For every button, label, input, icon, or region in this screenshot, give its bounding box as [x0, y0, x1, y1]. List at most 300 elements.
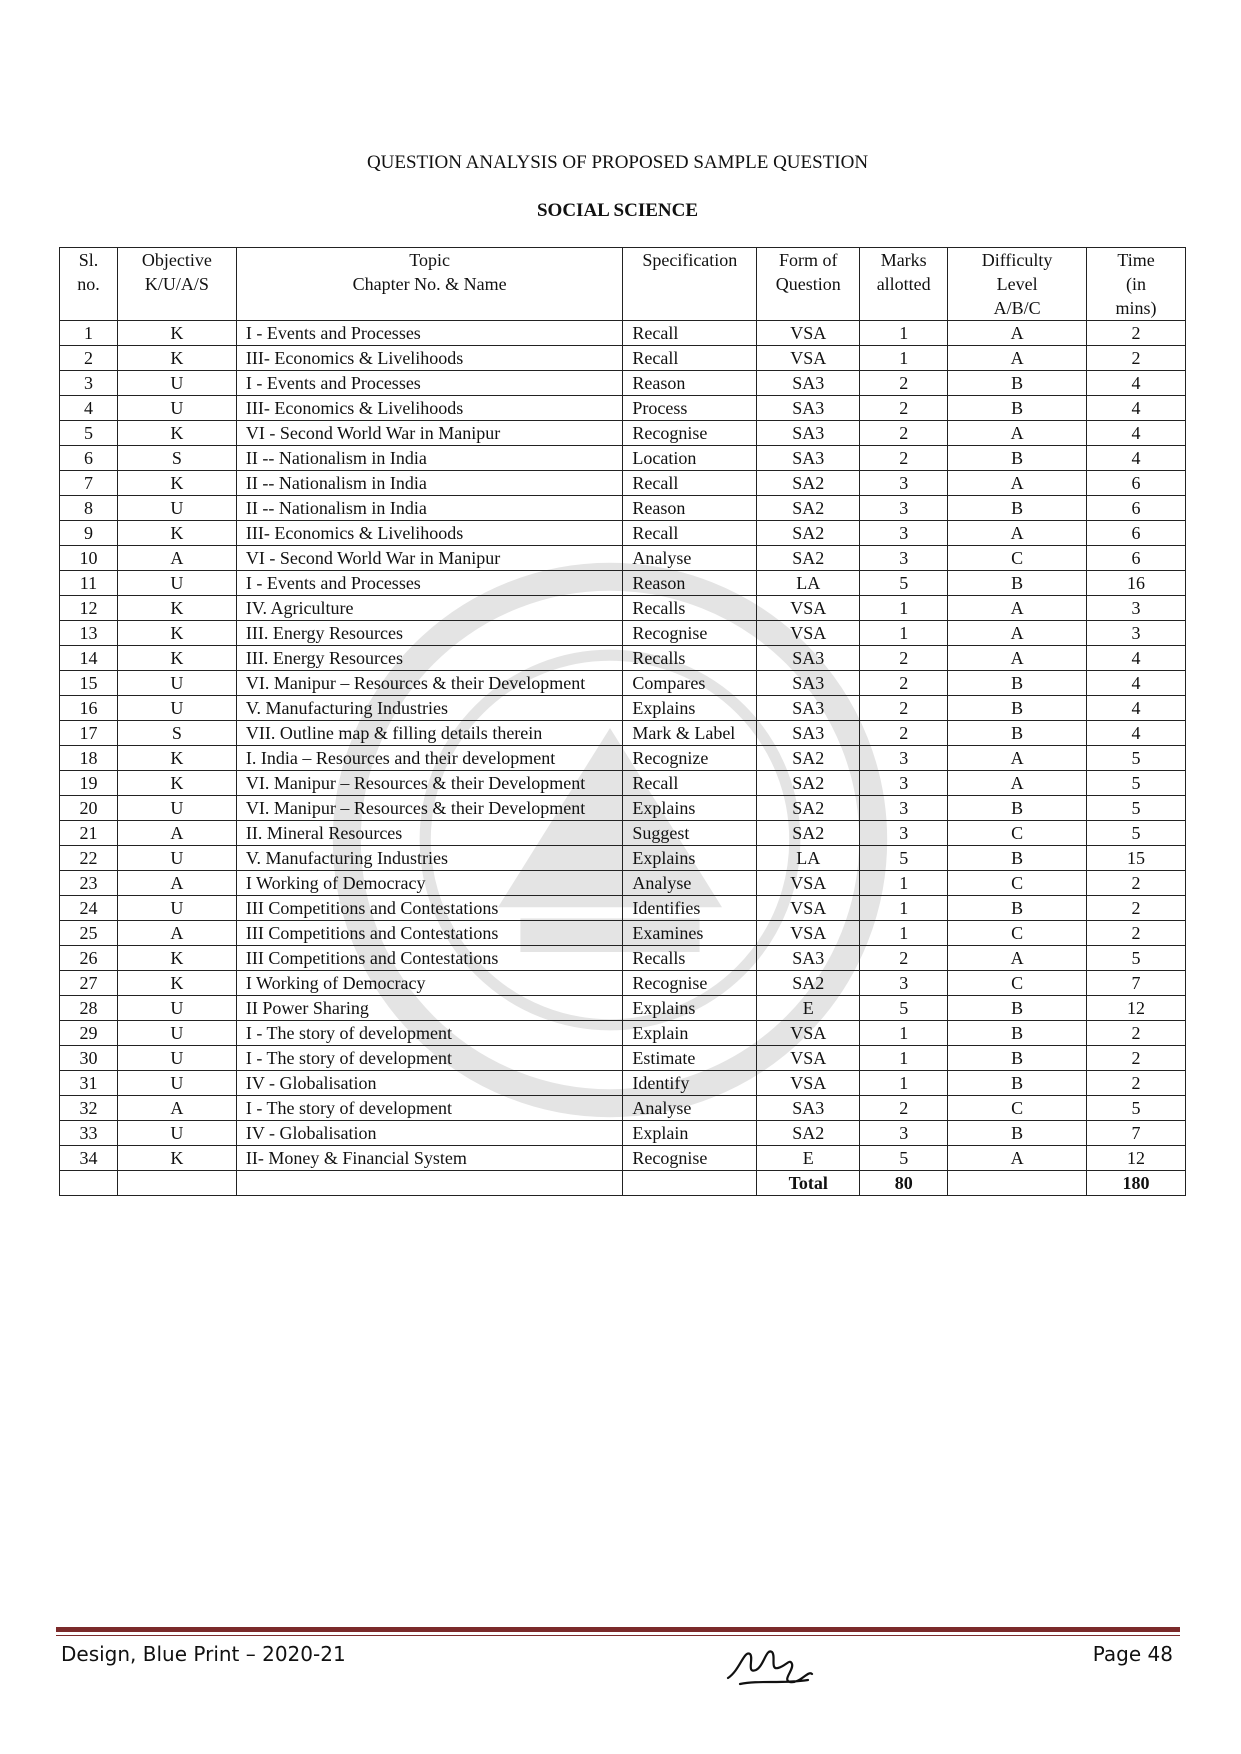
- cell-specification: Recalls: [623, 596, 757, 621]
- cell-topic: II -- Nationalism in India: [236, 471, 622, 496]
- cell-difficulty: C: [948, 921, 1087, 946]
- cell-marks: 1: [860, 871, 948, 896]
- cell-time: 5: [1087, 946, 1186, 971]
- cell-sl: 26: [60, 946, 118, 971]
- cell-sl: 4: [60, 396, 118, 421]
- cell-difficulty: B: [948, 1121, 1087, 1146]
- cell-form: SA3: [757, 446, 860, 471]
- cell-marks: 5: [860, 996, 948, 1021]
- cell-time: 7: [1087, 1121, 1186, 1146]
- cell-specification: Compares: [623, 671, 757, 696]
- cell-topic: III- Economics & Livelihoods: [236, 346, 622, 371]
- cell-specification: Recognise: [623, 1146, 757, 1171]
- cell-form: VSA: [757, 896, 860, 921]
- cell-topic: VI - Second World War in Manipur: [236, 546, 622, 571]
- cell-form: SA2: [757, 546, 860, 571]
- cell-specification: Location: [623, 446, 757, 471]
- cell-form: SA2: [757, 521, 860, 546]
- cell-specification: Recalls: [623, 646, 757, 671]
- cell-specification: Explains: [623, 796, 757, 821]
- cell-time: 4: [1087, 671, 1186, 696]
- cell-sl: 15: [60, 671, 118, 696]
- cell-form: VSA: [757, 621, 860, 646]
- cell-topic: IV - Globalisation: [236, 1121, 622, 1146]
- cell-marks: 2: [860, 721, 948, 746]
- cell-topic: II -- Nationalism in India: [236, 446, 622, 471]
- cell-difficulty: A: [948, 596, 1087, 621]
- cell-time: 4: [1087, 421, 1186, 446]
- table-row: [60, 546, 1186, 571]
- header-topic: Topic Chapter No. & Name: [236, 248, 622, 321]
- cell-form: SA3: [757, 946, 860, 971]
- cell-time: 4: [1087, 396, 1186, 421]
- cell-time: 6: [1087, 471, 1186, 496]
- cell-time: 6: [1087, 546, 1186, 571]
- cell-difficulty: B: [948, 796, 1087, 821]
- table-header-row: [60, 248, 1186, 321]
- cell-topic: VII. Outline map & filling details therein: [236, 721, 622, 746]
- cell-sl: 29: [60, 1021, 118, 1046]
- table-row: [60, 521, 1186, 546]
- cell-time: 2: [1087, 896, 1186, 921]
- cell-difficulty: B: [948, 721, 1087, 746]
- cell-objective: K: [117, 521, 236, 546]
- cell-sl: 1: [60, 321, 118, 346]
- cell-objective: A: [117, 871, 236, 896]
- cell-sl: 10: [60, 546, 118, 571]
- cell-specification: Recalls: [623, 946, 757, 971]
- cell-topic: I - Events and Processes: [236, 371, 622, 396]
- cell-objective: K: [117, 596, 236, 621]
- cell-objective: K: [117, 1146, 236, 1171]
- footer-rule: [56, 1627, 1180, 1632]
- cell-topic: II- Money & Financial System: [236, 1146, 622, 1171]
- table-row: [60, 921, 1186, 946]
- cell-form: E: [757, 996, 860, 1021]
- cell-sl: 5: [60, 421, 118, 446]
- cell-specification: Process: [623, 396, 757, 421]
- cell-marks: 2: [860, 671, 948, 696]
- cell-sl: 11: [60, 571, 118, 596]
- cell-marks: 3: [860, 496, 948, 521]
- cell-specification: Identify: [623, 1071, 757, 1096]
- cell-marks: 1: [860, 896, 948, 921]
- header-difficulty: Difficulty Level A/B/C: [948, 248, 1087, 321]
- cell-form: SA2: [757, 1121, 860, 1146]
- cell-difficulty: B: [948, 696, 1087, 721]
- cell-sl: 24: [60, 896, 118, 921]
- cell-marks: 2: [860, 946, 948, 971]
- cell-objective: A: [117, 821, 236, 846]
- cell-sl: 13: [60, 621, 118, 646]
- cell-sl: 23: [60, 871, 118, 896]
- cell-specification: Estimate: [623, 1046, 757, 1071]
- cell-objective: U: [117, 671, 236, 696]
- cell-objective: A: [117, 546, 236, 571]
- cell-specification: Explains: [623, 696, 757, 721]
- cell-marks: 3: [860, 796, 948, 821]
- cell-form: E: [757, 1146, 860, 1171]
- table-row: [60, 696, 1186, 721]
- cell-objective: K: [117, 946, 236, 971]
- total-row: [60, 1171, 1186, 1196]
- cell-specification: Explain: [623, 1021, 757, 1046]
- subject-heading: SOCIAL SCIENCE: [536, 200, 699, 221]
- cell-topic: I - Events and Processes: [236, 321, 622, 346]
- footer-rule-thin: [56, 1635, 1180, 1636]
- cell-marks: 3: [860, 771, 948, 796]
- table-row: [60, 446, 1186, 471]
- cell-form: LA: [757, 571, 860, 596]
- cell-objective: K: [117, 746, 236, 771]
- cell-difficulty: B: [948, 896, 1087, 921]
- page-number: Page 48: [1092, 1642, 1173, 1666]
- cell-time: 4: [1087, 371, 1186, 396]
- cell-time: 2: [1087, 871, 1186, 896]
- cell-difficulty: A: [948, 1146, 1087, 1171]
- cell-specification: Recall: [623, 771, 757, 796]
- cell-form: VSA: [757, 596, 860, 621]
- cell-topic: VI. Manipur – Resources & their Development: [236, 671, 622, 696]
- cell-objective: U: [117, 696, 236, 721]
- cell-time: 2: [1087, 921, 1186, 946]
- cell-topic: I - Events and Processes: [236, 571, 622, 596]
- table-row: [60, 971, 1186, 996]
- cell-difficulty: C: [948, 821, 1087, 846]
- header-marks: Marks allotted: [860, 248, 948, 321]
- cell-form: SA3: [757, 421, 860, 446]
- cell-specification: Reason: [623, 371, 757, 396]
- cell-time: 12: [1087, 1146, 1186, 1171]
- cell-objective: U: [117, 1121, 236, 1146]
- cell-topic: VI. Manipur – Resources & their Development: [236, 771, 622, 796]
- cell-objective: S: [117, 446, 236, 471]
- cell-specification: Recall: [623, 521, 757, 546]
- table-row: [60, 421, 1186, 446]
- cell-form: SA2: [757, 496, 860, 521]
- cell-objective: K: [117, 346, 236, 371]
- cell-difficulty: C: [948, 546, 1087, 571]
- cell-marks: 1: [860, 596, 948, 621]
- table-row: [60, 771, 1186, 796]
- cell-difficulty: A: [948, 646, 1087, 671]
- cell-sl: 14: [60, 646, 118, 671]
- table-row: [60, 1096, 1186, 1121]
- cell-specification: Recall: [623, 471, 757, 496]
- cell-form: SA3: [757, 696, 860, 721]
- cell-form: SA3: [757, 721, 860, 746]
- cell-objective: U: [117, 796, 236, 821]
- table-row: [60, 846, 1186, 871]
- cell-specification: Explains: [623, 996, 757, 1021]
- cell-topic: I Working of Democracy: [236, 971, 622, 996]
- cell-marks: 2: [860, 446, 948, 471]
- header-form: Form of Question: [757, 248, 860, 321]
- cell-time: 4: [1087, 721, 1186, 746]
- cell-objective: U: [117, 371, 236, 396]
- cell-specification: Analyse: [623, 871, 757, 896]
- cell-difficulty: B: [948, 396, 1087, 421]
- cell-specification: Explains: [623, 846, 757, 871]
- table-row: [60, 396, 1186, 421]
- page-title: QUESTION ANALYSIS OF PROPOSED SAMPLE QUESTION: [366, 152, 869, 173]
- cell-sl: 33: [60, 1121, 118, 1146]
- cell-difficulty: B: [948, 371, 1087, 396]
- cell-topic: V. Manufacturing Industries: [236, 846, 622, 871]
- table-row: [60, 471, 1186, 496]
- cell-marks: 5: [860, 1146, 948, 1171]
- table-row: [60, 1071, 1186, 1096]
- cell-marks: 3: [860, 971, 948, 996]
- cell-form: VSA: [757, 1021, 860, 1046]
- cell-objective: U: [117, 496, 236, 521]
- cell-difficulty: A: [948, 321, 1087, 346]
- table-row: [60, 1146, 1186, 1171]
- cell-objective: K: [117, 321, 236, 346]
- cell-difficulty: B: [948, 571, 1087, 596]
- cell-topic: III. Energy Resources: [236, 621, 622, 646]
- cell-difficulty: C: [948, 971, 1087, 996]
- cell-specification: Analyse: [623, 546, 757, 571]
- cell-time: 2: [1087, 1046, 1186, 1071]
- cell-specification: Examines: [623, 921, 757, 946]
- cell-sl: 25: [60, 921, 118, 946]
- cell-sl: 28: [60, 996, 118, 1021]
- cell-marks: 1: [860, 321, 948, 346]
- cell-marks: 2: [860, 371, 948, 396]
- header-objective: Objective K/U/A/S: [117, 248, 236, 321]
- cell-objective: K: [117, 471, 236, 496]
- cell-specification: Recognise: [623, 621, 757, 646]
- table-row: [60, 996, 1186, 1021]
- footer-document-title: Design, Blue Print – 2020-21: [61, 1642, 346, 1666]
- cell-time: 2: [1087, 321, 1186, 346]
- cell-topic: III Competitions and Contestations: [236, 921, 622, 946]
- cell-sl: 32: [60, 1096, 118, 1121]
- table-row: [60, 371, 1186, 396]
- cell-objective: U: [117, 996, 236, 1021]
- cell-sl: 27: [60, 971, 118, 996]
- cell-difficulty: B: [948, 996, 1087, 1021]
- cell-time: 2: [1087, 1071, 1186, 1096]
- cell-marks: 2: [860, 396, 948, 421]
- cell-objective: U: [117, 396, 236, 421]
- table-row: [60, 571, 1186, 596]
- cell-topic: I - The story of development: [236, 1021, 622, 1046]
- cell-time: 5: [1087, 821, 1186, 846]
- cell-marks: 3: [860, 471, 948, 496]
- cell-sl: 16: [60, 696, 118, 721]
- cell-difficulty: A: [948, 521, 1087, 546]
- cell-difficulty: B: [948, 1071, 1087, 1096]
- cell-time: 2: [1087, 346, 1186, 371]
- cell-objective: K: [117, 971, 236, 996]
- cell-sl: 8: [60, 496, 118, 521]
- cell-specification: Explain: [623, 1121, 757, 1146]
- table-row: [60, 321, 1186, 346]
- cell-marks: 5: [860, 571, 948, 596]
- table-row: [60, 621, 1186, 646]
- cell-marks: 1: [860, 621, 948, 646]
- cell-difficulty: A: [948, 471, 1087, 496]
- cell-difficulty: A: [948, 346, 1087, 371]
- cell-sl: 22: [60, 846, 118, 871]
- cell-difficulty: B: [948, 1046, 1087, 1071]
- cell-topic: III Competitions and Contestations: [236, 896, 622, 921]
- cell-sl: 34: [60, 1146, 118, 1171]
- cell-time: 6: [1087, 521, 1186, 546]
- table-row: [60, 721, 1186, 746]
- cell-topic: III- Economics & Livelihoods: [236, 521, 622, 546]
- cell-objective: U: [117, 1071, 236, 1096]
- cell-topic: V. Manufacturing Industries: [236, 696, 622, 721]
- table-row: [60, 1021, 1186, 1046]
- cell-time: 5: [1087, 1096, 1186, 1121]
- cell-topic: VI - Second World War in Manipur: [236, 421, 622, 446]
- cell-difficulty: C: [948, 871, 1087, 896]
- cell-objective: A: [117, 1096, 236, 1121]
- cell-topic: II Power Sharing: [236, 996, 622, 1021]
- cell-form: SA3: [757, 371, 860, 396]
- cell-sl: 9: [60, 521, 118, 546]
- cell-difficulty: B: [948, 671, 1087, 696]
- cell-objective: K: [117, 421, 236, 446]
- cell-time: 6: [1087, 496, 1186, 521]
- signature-icon: [720, 1640, 820, 1692]
- cell-form: SA3: [757, 671, 860, 696]
- cell-difficulty: C: [948, 1096, 1087, 1121]
- cell-specification: Reason: [623, 571, 757, 596]
- table-row: [60, 1121, 1186, 1146]
- table-row: [60, 496, 1186, 521]
- cell-marks: 3: [860, 521, 948, 546]
- table-row: [60, 1046, 1186, 1071]
- cell-form: LA: [757, 846, 860, 871]
- cell-topic: I Working of Democracy: [236, 871, 622, 896]
- cell-objective: U: [117, 846, 236, 871]
- cell-specification: Mark & Label: [623, 721, 757, 746]
- header-sl: Sl. no.: [60, 248, 118, 321]
- cell-marks: 2: [860, 696, 948, 721]
- cell-form: SA2: [757, 471, 860, 496]
- cell-time: 4: [1087, 696, 1186, 721]
- cell-difficulty: A: [948, 946, 1087, 971]
- cell-form: SA2: [757, 746, 860, 771]
- cell-time: 12: [1087, 996, 1186, 1021]
- cell-form: SA3: [757, 646, 860, 671]
- cell-marks: 3: [860, 546, 948, 571]
- cell-time: 3: [1087, 621, 1186, 646]
- cell-difficulty: A: [948, 746, 1087, 771]
- table-row: [60, 871, 1186, 896]
- cell-form: SA2: [757, 771, 860, 796]
- cell-sl: 21: [60, 821, 118, 846]
- cell-sl: 31: [60, 1071, 118, 1096]
- cell-specification: Recognize: [623, 746, 757, 771]
- cell-topic: II -- Nationalism in India: [236, 496, 622, 521]
- cell-objective: U: [117, 1046, 236, 1071]
- cell-time: 5: [1087, 771, 1186, 796]
- cell-sl: 6: [60, 446, 118, 471]
- cell-difficulty: B: [948, 1021, 1087, 1046]
- table-body: [60, 321, 1186, 1171]
- table-row: [60, 646, 1186, 671]
- cell-form: VSA: [757, 321, 860, 346]
- cell-specification: Suggest: [623, 821, 757, 846]
- cell-objective: K: [117, 646, 236, 671]
- cell-marks: 2: [860, 1096, 948, 1121]
- cell-difficulty: A: [948, 621, 1087, 646]
- cell-sl: 3: [60, 371, 118, 396]
- cell-sl: 12: [60, 596, 118, 621]
- cell-objective: K: [117, 621, 236, 646]
- cell-marks: 2: [860, 421, 948, 446]
- cell-marks: 5: [860, 846, 948, 871]
- cell-topic: IV - Globalisation: [236, 1071, 622, 1096]
- cell-time: 5: [1087, 746, 1186, 771]
- cell-time: 7: [1087, 971, 1186, 996]
- cell-time: 15: [1087, 846, 1186, 871]
- cell-sl: 20: [60, 796, 118, 821]
- cell-topic: I. India – Resources and their development: [236, 746, 622, 771]
- cell-specification: Identifies: [623, 896, 757, 921]
- cell-objective: U: [117, 896, 236, 921]
- total-time: 180: [1087, 1171, 1186, 1196]
- cell-difficulty: B: [948, 846, 1087, 871]
- cell-specification: Recognise: [623, 421, 757, 446]
- header-specification: Specification: [623, 248, 757, 321]
- table-row: [60, 946, 1186, 971]
- cell-objective: S: [117, 721, 236, 746]
- cell-marks: 1: [860, 1046, 948, 1071]
- cell-topic: II. Mineral Resources: [236, 821, 622, 846]
- cell-form: VSA: [757, 921, 860, 946]
- cell-sl: 17: [60, 721, 118, 746]
- cell-form: VSA: [757, 1046, 860, 1071]
- cell-form: SA2: [757, 796, 860, 821]
- cell-form: VSA: [757, 871, 860, 896]
- cell-difficulty: A: [948, 771, 1087, 796]
- cell-sl: 18: [60, 746, 118, 771]
- cell-sl: 7: [60, 471, 118, 496]
- cell-difficulty: A: [948, 421, 1087, 446]
- cell-form: SA3: [757, 1096, 860, 1121]
- cell-time: 3: [1087, 596, 1186, 621]
- cell-specification: Analyse: [623, 1096, 757, 1121]
- total-label: Total: [757, 1171, 860, 1196]
- table-row: [60, 671, 1186, 696]
- table-row: [60, 746, 1186, 771]
- cell-difficulty: B: [948, 446, 1087, 471]
- cell-marks: 3: [860, 821, 948, 846]
- cell-marks: 1: [860, 921, 948, 946]
- cell-sl: 19: [60, 771, 118, 796]
- cell-time: 2: [1087, 1021, 1186, 1046]
- cell-form: VSA: [757, 346, 860, 371]
- cell-marks: 3: [860, 1121, 948, 1146]
- table-row: [60, 796, 1186, 821]
- table-row: [60, 596, 1186, 621]
- cell-specification: Recognise: [623, 971, 757, 996]
- cell-difficulty: B: [948, 496, 1087, 521]
- cell-form: VSA: [757, 1071, 860, 1096]
- cell-objective: U: [117, 1021, 236, 1046]
- cell-form: SA2: [757, 821, 860, 846]
- header-time: Time (in mins): [1087, 248, 1186, 321]
- cell-topic: IV. Agriculture: [236, 596, 622, 621]
- table-row: [60, 896, 1186, 921]
- table-row: [60, 346, 1186, 371]
